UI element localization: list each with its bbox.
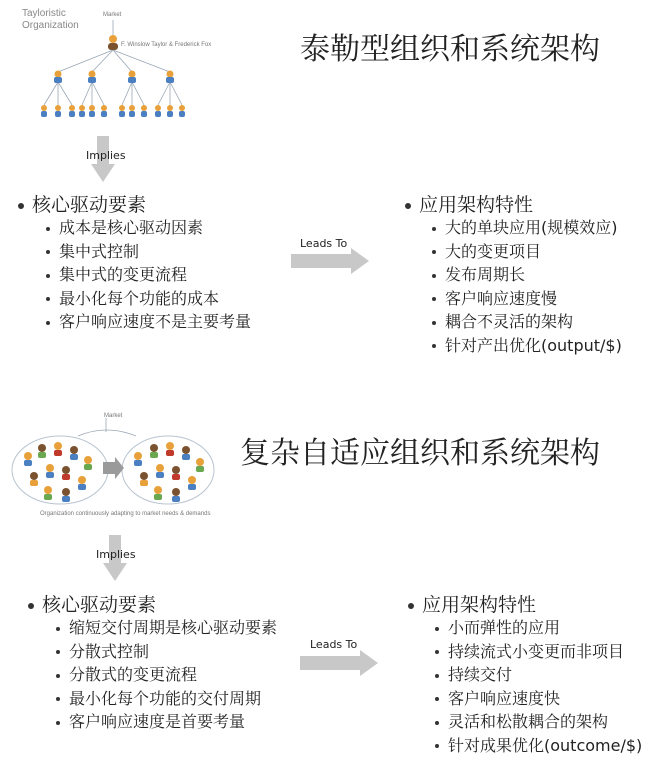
top-title: 泰勒型组织和系统架构 <box>300 32 600 67</box>
left-list <box>46 216 251 334</box>
right-heading: 应用架构特性 <box>408 590 536 617</box>
list-item: 集中式的变更流程 <box>46 263 251 287</box>
left-heading: 核心驱动要素 <box>18 190 146 217</box>
ceo-person-icon <box>108 35 118 50</box>
leads-to-label: Leads To <box>300 237 348 250</box>
bullet-icon <box>28 603 34 609</box>
list-item: 大的单块应用(规模效应) <box>432 216 622 240</box>
ceo-label: F. Winslow Taylor & Frederick Fox <box>121 42 212 48</box>
list-item: 分散式控制 <box>56 640 277 664</box>
market-label: Market <box>103 12 122 18</box>
implies-label: Implies <box>96 548 136 561</box>
list-item: 持续流式小变更而非项目 <box>435 640 642 664</box>
bottom-title: 复杂自适应组织和系统架构 <box>240 436 600 471</box>
bullet-icon <box>18 203 24 209</box>
list-item: 针对成果优化(outcome/$) <box>435 734 642 758</box>
list-item: 持续交付 <box>435 663 642 687</box>
list-item: 最小化每个功能的交付周期 <box>56 687 277 711</box>
list-item: 客户响应速度快 <box>435 687 642 711</box>
list-item: 最小化每个功能的成本 <box>46 287 251 311</box>
list-item: 分散式的变更流程 <box>56 663 277 687</box>
list-item: 针对产出优化(output/$) <box>432 334 622 358</box>
list-item: 发布周期长 <box>432 263 622 287</box>
left-list <box>56 616 277 734</box>
list-item: 小而弹性的应用 <box>435 616 642 640</box>
bullet-icon <box>408 603 414 609</box>
leads-to-label: Leads To <box>310 638 358 651</box>
implies-label: Implies <box>86 149 126 162</box>
leads-to-arrow-icon <box>291 248 369 274</box>
right-list <box>435 616 642 757</box>
right-heading: 应用架构特性 <box>405 190 533 217</box>
list-item: 集中式控制 <box>46 240 251 264</box>
taylor-org-chart <box>20 20 200 135</box>
bullet-icon <box>405 203 411 209</box>
list-item: 耦合不灵活的架构 <box>432 310 622 334</box>
left-heading: 核心驱动要素 <box>28 590 156 617</box>
worker-person-icons <box>41 105 185 117</box>
list-item: 大的变更项目 <box>432 240 622 264</box>
list-item: 客户响应速度是首要考量 <box>56 710 277 734</box>
manager-person-icons <box>54 71 174 84</box>
org-title: Tayloristic Organization <box>22 8 79 31</box>
list-item: 客户响应速度不是主要考量 <box>46 310 251 334</box>
list-item: 客户响应速度慢 <box>432 287 622 311</box>
list-item: 缩短交付周期是核心驱动要素 <box>56 616 277 640</box>
market-label: Market <box>104 413 123 419</box>
org-caption: Organization continuously adapting to market needs & demands <box>40 511 211 517</box>
list-item: 灵活和松散耦合的架构 <box>435 710 642 734</box>
leads-to-arrow-icon <box>300 650 378 676</box>
list-item: 成本是核心驱动因素 <box>46 216 251 240</box>
adaptive-org-diagram <box>8 418 218 510</box>
right-list <box>432 216 622 357</box>
